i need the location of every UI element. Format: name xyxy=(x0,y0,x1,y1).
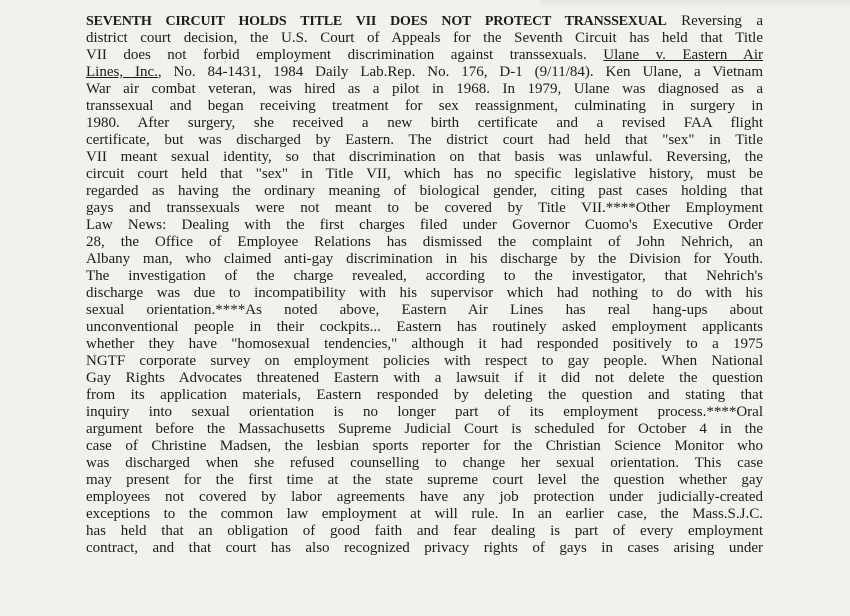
text-line: has held that an obligation of good faith and fear dealing is part of every employment xyxy=(86,523,763,539)
text-line: case of Christine Madsen, the lesbian sports reporter for the Christian Science Monitor who xyxy=(86,438,763,454)
text-line: War air combat veteran, was hired as a pilot in 1968. In 1979, Ulane was diagnosed as a xyxy=(86,81,763,97)
text-line: Albany man, who claimed anti-gay discrimination in his discharge by the Division for Youth. xyxy=(86,251,763,267)
text-line: 28, the Office of Employee Relations has dismissed the complaint of John Nehrich, an xyxy=(86,234,763,250)
text-line: unconventional people in their cockpits... Eastern has routinely asked employment applicants xyxy=(86,319,763,335)
line-text: , No. 84-1431, 1984 Daily Lab.Rep. No. 176, D-1 (9/11/84). Ken Ulane, a Vietnam xyxy=(157,64,763,80)
text-line: inquiry into sexual orientation is no longer part of its employment process.****Oral xyxy=(86,404,763,420)
line-text: Reversing a xyxy=(666,13,763,29)
text-line: gays and transsexuals were not meant to be covered by Title VII.****Other Employment xyxy=(86,200,763,216)
text-line: circuit court held that "sex" in Title VII, which has no specific legislative history, must be xyxy=(86,166,763,182)
text-line xyxy=(86,64,763,81)
show-through-shadow xyxy=(540,0,850,8)
text-line: whether they have "homosexual tendencies," although it had responded positively to a 1975 xyxy=(86,336,763,352)
text-line: employees not covered by labor agreements have any job protection under judicially-created xyxy=(86,489,763,505)
case-citation: Lines, Inc. xyxy=(86,64,158,80)
text-line: may present for the first time at the state supreme court level the question whether gay xyxy=(86,472,763,488)
text-line: sexual orientation.****As noted above, Eastern Air Lines has real hang-ups about xyxy=(86,302,763,318)
text-line: transsexual and began receiving treatment for sex reassignment, culminating in surgery in xyxy=(86,98,763,114)
line-text: VII does not forbid employment discrimination against transsexuals. xyxy=(86,47,604,63)
text-line: 1980. After surgery, she received a new birth certificate and a revised FAA flight xyxy=(86,115,763,131)
case-citation: Ulane v. Eastern Air xyxy=(603,47,763,63)
text-line: was discharged when she refused counselling to change her sexual orientation. This case xyxy=(86,455,763,471)
text-line: contract, and that court has also recognized privacy rights of gays in cases arising under xyxy=(86,540,763,556)
text-line: exceptions to the common law employment at will rule. In an earlier case, the Mass.S.J.C. xyxy=(86,506,763,522)
text-line: Law News: Dealing with the first charges filed under Governor Cuomo's Executive Order xyxy=(86,217,763,233)
text-line xyxy=(86,13,763,30)
text-line: NGTF corporate survey on employment policies with respect to gay people. When National xyxy=(86,353,763,369)
text-line: VII meant sexual identity, so that discrimination on that basis was unlawful. Reversing, the xyxy=(86,149,763,165)
text-line: from its application materials, Eastern responded by deleting the question and stating that xyxy=(86,387,763,403)
text-line: The investigation of the charge revealed, according to the investigator, that Nehrich's xyxy=(86,268,763,284)
text-line: argument before the Massachusetts Supreme Judicial Court is scheduled for October 4 in the xyxy=(86,421,763,437)
article-heading: SEVENTH CIRCUIT HOLDS TITLE VII DOES NOT PROTECT TRANSSEXUAL xyxy=(86,14,667,29)
text-line xyxy=(86,47,763,64)
text-line: discharge was due to incompatibility with his supervisor which had nothing to do with his xyxy=(86,285,763,301)
text-line: certificate, but was discharged by Eastern. The district court had held that "sex" in Title xyxy=(86,132,763,148)
text-line: Gay Rights Advocates threatened Eastern with a lawsuit if it did not delete the question xyxy=(86,370,763,386)
document-body xyxy=(86,13,763,557)
text-line: regarded as having the ordinary meaning of biological gender, citing past cases holding that xyxy=(86,183,763,199)
text-line: district court decision, the U.S. Court of Appeals for the Seventh Circuit has held that Title xyxy=(86,30,763,46)
